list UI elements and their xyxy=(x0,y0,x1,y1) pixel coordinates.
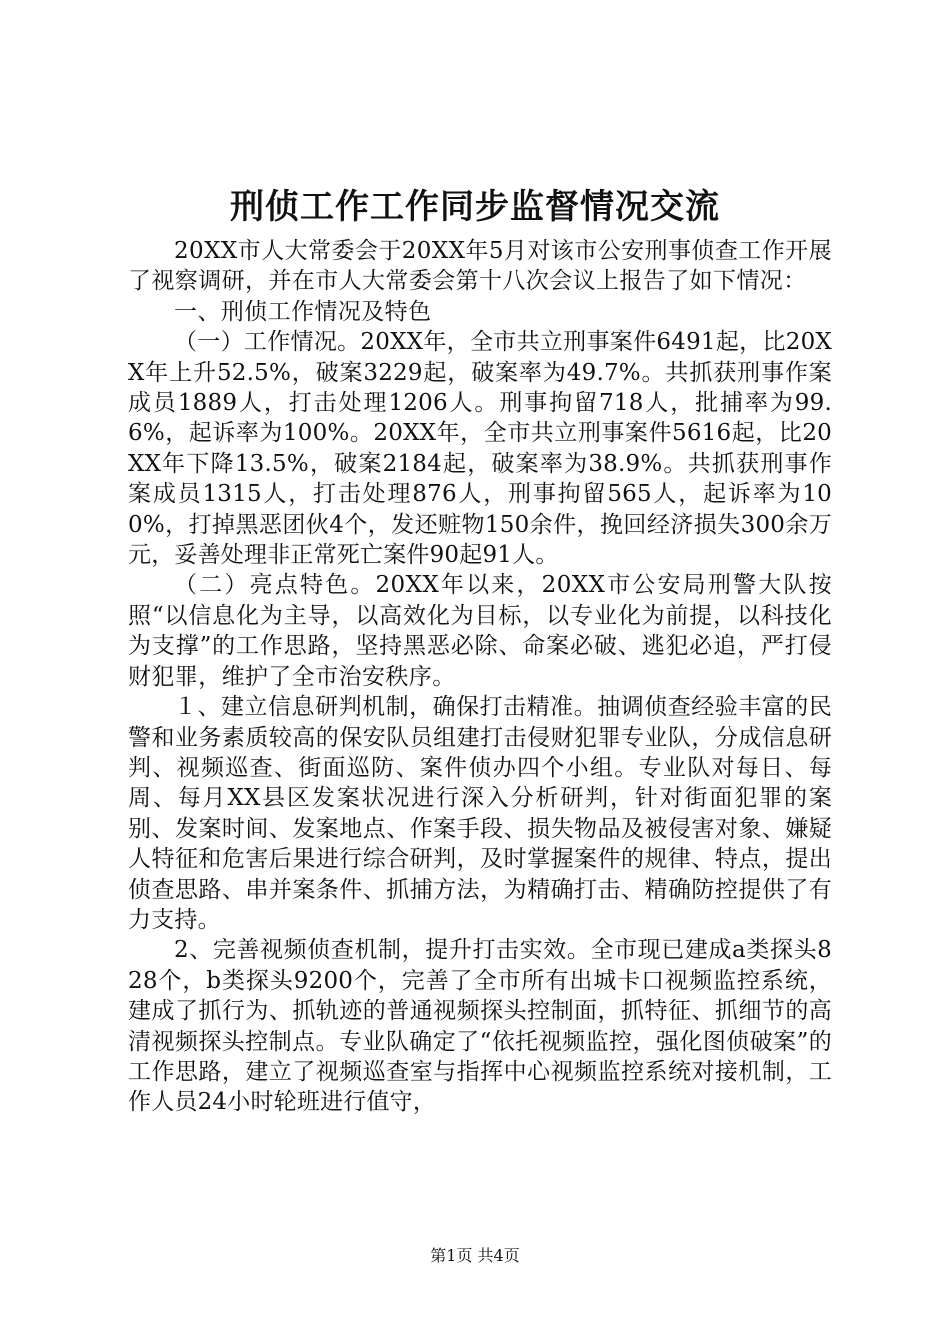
paragraph-highlights: （二）亮点特色。20XX年以来，20XX市公安局刑警大队按照“以信息化为主导，以高效化为目标，以专业化为前提，以科技化为支撑”的工作思路，坚持黑恶必除、命案必破、逃犯必追，严打侵财犯罪，维护了全市治安秩序。 xyxy=(128,572,832,690)
page-number: 第1页 共4页 xyxy=(430,1246,520,1265)
document-title: 刑侦工作工作同步监督情况交流 xyxy=(230,187,720,227)
paragraph-intro: 20XX市人大常委会于20XX年5月对该市公安刑事侦查工作开展了视察调研，并在市人大常委会第十八次会议上报告了如下情况： xyxy=(128,238,832,295)
paragraph-work-situation: （一）工作情况。20XX年，全市共立刑事案件6491起，比20XX年上升52.5%，破案3229起，破案率为49.7%。共抓获刑事作案成员1889人，打击处理1206人。刑事拘留718人，批捕率为99.6%，起诉率为100%。20XX年，全市共立刑事案件5616起，比20XX年下降13.5%，破案2184起，破案率为38.9%。共抓获刑事作案成员1315人，打击处理876人，刑事拘留565人，起诉率为100%，打掉黑恶团伙4个，发还赃物150余件，挽回经济损失300余万元，妥善处理非正常死亡案件90起91人。 xyxy=(128,329,832,569)
paragraph-item-2: 2、完善视频侦查机制，提升打击实效。全市现已建成a类探头828个，b类探头9200个，完善了全市所有出城卡口视频监控系统，建成了抓行为、抓轨迹的普通视频探头控制面，抓特征、抓细节的高清视频探头控制点。专业队确定了“依托视频监控，强化图侦破案”的工作思路，建立了视频巡查室与指挥中心视频监控系统对接机制，工作人员24小时轮班进行值守， xyxy=(128,937,832,1116)
paragraph-item-1: １、建立信息研判机制，确保打击精准。抽调侦查经验丰富的民警和业务素质较高的保安队员组建打击侵财犯罪专业队，分成信息研判、视频巡查、街面巡防、案件侦办四个小组。专业队对每日、每周、每月XX县区发案状况进行深入分析研判，针对街面犯罪的案别、发案时间、发案地点、作案手段、损失物品及被侵害对象、嫌疑人特征和危害后果进行综合研判，及时掌握案件的规律、特点，提出侦查思路、串并案条件、抓捕方法，为精确打击、精确防控提供了有力支持。 xyxy=(128,694,832,933)
document-body xyxy=(128,236,832,1118)
section-heading: 一、刑侦工作情况及特色 xyxy=(174,298,432,325)
